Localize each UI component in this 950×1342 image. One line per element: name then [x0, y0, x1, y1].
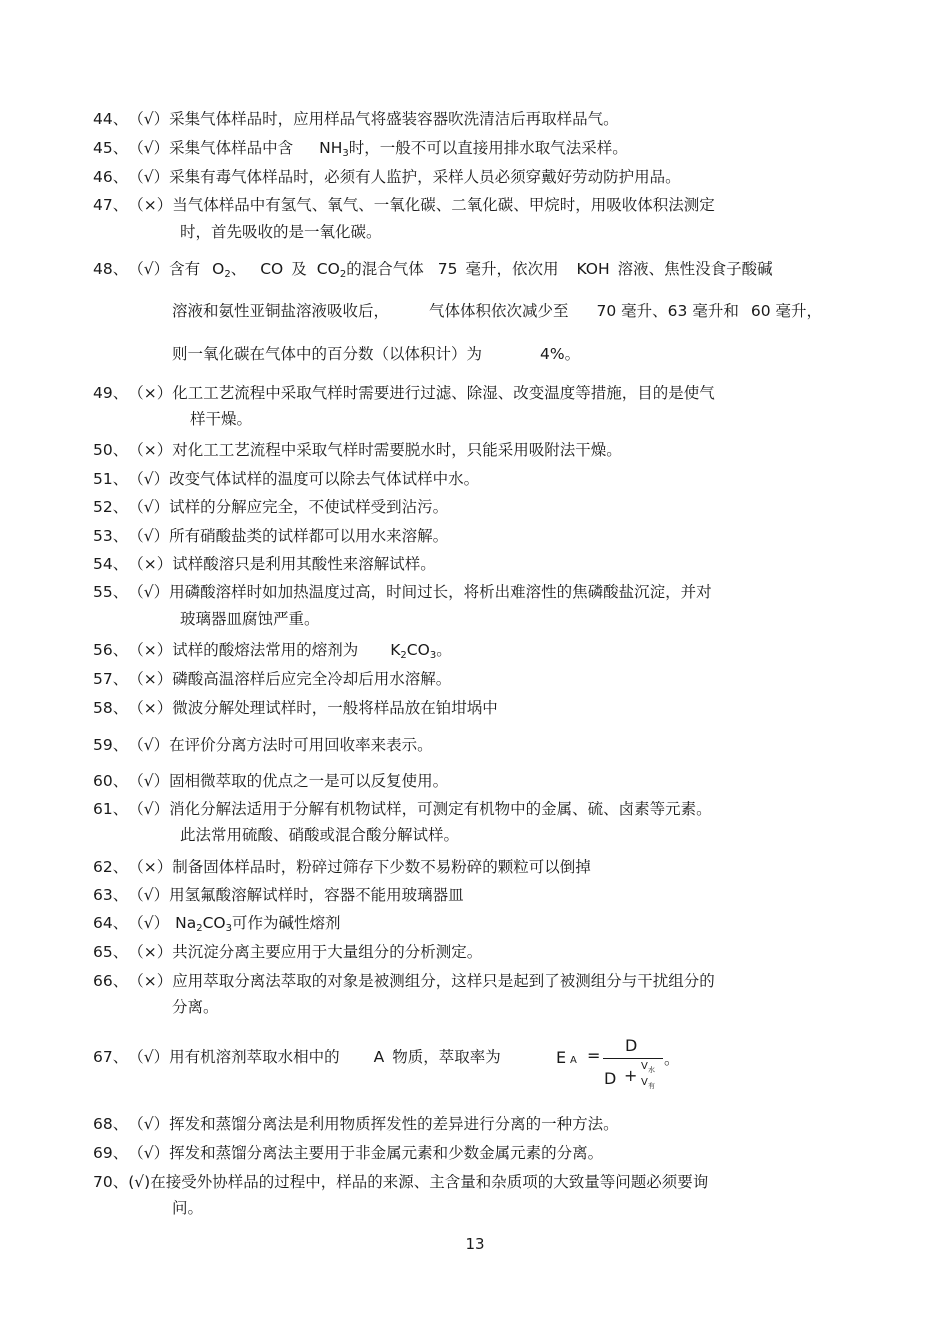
answer-mark: （×） — [128, 699, 173, 717]
item-text: 在评价分离方法时可用回收率来表示。 — [169, 736, 433, 754]
item-66-continued: 分离。 — [172, 998, 219, 1016]
item-text: 试样的分解应完全，不使试样受到沾污。 — [169, 498, 449, 516]
answer-mark: （√） — [128, 1144, 170, 1162]
item-48 — [93, 259, 773, 279]
answer-mark: （√） — [128, 168, 170, 186]
item-text: 磷酸高温溶样后应完全冷却后用水溶解。 — [172, 670, 452, 688]
item-number: 63、 — [93, 886, 129, 904]
item-number: 54、 — [93, 555, 129, 573]
item-58 — [93, 698, 498, 718]
subscript: 水 — [648, 1066, 655, 1074]
formula-v-organic: V — [641, 1077, 648, 1088]
item-text: 。 — [664, 1050, 680, 1068]
item-51 — [93, 469, 479, 489]
item-49-continued: 样干燥。 — [190, 410, 253, 428]
item-text: 所有硝酸盐类的试样都可以用水来溶解。 — [169, 527, 449, 545]
subscript: A — [570, 1055, 577, 1066]
item-47-continued: 时，首先吸收的是一氧化碳。 — [180, 223, 382, 241]
formula-k2co3: CO — [406, 641, 430, 659]
subscript: 2 — [339, 269, 347, 280]
answer-mark: （√） — [128, 527, 170, 545]
answer-mark: （√） — [128, 914, 170, 932]
answer-mark: （×） — [128, 670, 173, 688]
answer-mark: （√） — [128, 498, 170, 516]
item-number: 47、 — [93, 196, 129, 214]
item-text: 物质，萃取率为 — [392, 1048, 501, 1066]
item-text: 试样酸溶只是利用其酸性来溶解试样。 — [172, 555, 436, 573]
formula-equals: = — [587, 1046, 601, 1065]
answer-mark: （×） — [128, 943, 173, 961]
answer-value: 4%。 — [540, 345, 581, 363]
item-59 — [93, 735, 433, 755]
subscript: 2 — [400, 650, 407, 661]
subscript: 有 — [648, 1082, 655, 1090]
subscript: 2 — [196, 923, 203, 934]
subscript: 2 — [224, 269, 231, 280]
item-63 — [93, 885, 464, 905]
item-number: 69、 — [93, 1144, 129, 1162]
answer-mark: （×） — [128, 196, 173, 214]
item-48-continued-1 — [172, 301, 822, 321]
item-text: 溶液和氨性亚铜盐溶液吸收后， — [172, 302, 390, 320]
item-text: 改变气体试样的温度可以除去气体试样中水。 — [169, 470, 480, 488]
item-number: 52、 — [93, 498, 129, 516]
item-number: 46、 — [93, 168, 129, 186]
item-number: 58、 — [93, 699, 129, 717]
substance-a: A — [373, 1048, 385, 1066]
formula-co: CO — [260, 260, 284, 278]
answer-mark: （√） — [128, 583, 170, 601]
formula-na2co3: Na — [175, 914, 197, 932]
item-70 — [93, 1172, 708, 1192]
item-number: 45、 — [93, 139, 129, 157]
item-number: 70、 — [93, 1173, 129, 1191]
item-text: 当气体样品中有氢气、氧气、一氧化碳、二氧化碳、甲烷时，用吸收体积法测定 — [172, 196, 715, 214]
item-text: 挥发和蒸馏分离法主要用于非金属元素和少数金属元素的分离。 — [169, 1144, 604, 1162]
item-64 — [93, 913, 341, 933]
item-text: 在接受外协样品的过程中，样品的来源、主含量和杂质项的大致量等问题必须要询 — [150, 1173, 709, 1191]
item-61 — [93, 799, 712, 819]
item-55-continued: 玻璃器皿腐蚀严重。 — [180, 610, 320, 628]
item-number: 56、 — [93, 641, 129, 659]
subscript: 3 — [429, 650, 437, 661]
answer-mark: （√） — [128, 886, 170, 904]
item-number: 57、 — [93, 670, 129, 688]
item-number: 67、 — [93, 1048, 129, 1066]
item-47 — [93, 195, 715, 215]
item-60 — [93, 771, 448, 791]
answer-mark: （√） — [128, 1048, 170, 1066]
item-text: 毫升，依次用 — [465, 260, 559, 278]
formula-o2: O — [212, 260, 225, 278]
item-text: 70 毫升、63 毫升和 — [596, 302, 739, 320]
item-55 — [93, 582, 712, 602]
item-number: 55、 — [93, 583, 129, 601]
answer-mark: （×） — [128, 641, 173, 659]
item-text: 含有 — [169, 260, 201, 278]
item-text: 化工工艺流程中采取气样时需要进行过滤、除湿、改变温度等措施，目的是使气 — [172, 384, 715, 402]
item-52 — [93, 497, 448, 517]
item-text: 采集气体样品中含 — [169, 139, 294, 157]
subscript: 3 — [342, 148, 349, 159]
item-number: 44、 — [93, 110, 129, 128]
item-text: 、 — [230, 260, 247, 278]
item-53 — [93, 526, 448, 546]
item-number: 53、 — [93, 527, 129, 545]
answer-mark: （√） — [128, 110, 170, 128]
answer-mark: （√） — [128, 1115, 170, 1133]
formula-nh3: NH — [319, 139, 343, 157]
item-62 — [93, 857, 591, 877]
item-text: 及 — [291, 260, 307, 278]
item-number: 51、 — [93, 470, 129, 488]
item-text: 。 — [436, 641, 452, 659]
item-48-continued-2 — [172, 344, 580, 364]
formula-v-water: V — [641, 1061, 648, 1072]
formula-na2co3: CO — [202, 914, 226, 932]
answer-mark: （×） — [128, 441, 173, 459]
item-text: 应用萃取分离法萃取的对象是被测组分，这样只是起到了被测组分与干扰组分的 — [172, 972, 715, 990]
item-text: 采集气体样品时，应用样品气将盛装容器吹洗清洁后再取样品气。 — [169, 110, 619, 128]
item-number: 61、 — [93, 800, 129, 818]
item-number: 59、 — [93, 736, 129, 754]
page-number: 13 — [465, 1235, 485, 1253]
item-number: 49、 — [93, 384, 129, 402]
item-66 — [93, 971, 715, 991]
formula-co2: CO — [316, 260, 340, 278]
item-50 — [93, 440, 622, 460]
item-text: 用氢氟酸溶解试样时，容器不能用玻璃器皿 — [169, 886, 464, 904]
formula-numerator: D — [625, 1036, 638, 1055]
item-70-continued: 问。 — [172, 1199, 204, 1217]
item-44 — [93, 109, 619, 129]
answer-mark: （√） — [128, 800, 170, 818]
answer-mark: (√) — [128, 1173, 151, 1191]
item-text: 用有机溶剂萃取水相中的 — [169, 1048, 340, 1066]
item-text: 微波分解处理试样时，一般将样品放在铂坩埚中 — [172, 699, 498, 717]
item-61-continued: 此法常用硫酸、硝酸或混合酸分解试样。 — [180, 826, 460, 844]
item-69 — [93, 1143, 603, 1163]
item-number: 68、 — [93, 1115, 129, 1133]
item-text: 则一氧化碳在气体中的百分数（以体积计）为 — [172, 345, 483, 363]
item-46 — [93, 167, 681, 187]
item-number: 64、 — [93, 914, 129, 932]
item-text: 气体体积依次减少至 — [429, 302, 569, 320]
item-68 — [93, 1114, 619, 1134]
item-text: 共沉淀分离主要应用于大量组分的分析测定。 — [172, 943, 483, 961]
answer-mark: （√） — [128, 139, 170, 157]
item-text: 用磷酸溶样时如加热温度过高，时间过长，将析出难溶性的焦磷酸盐沉淀，并对 — [169, 583, 712, 601]
item-text: 制备固体样品时，粉碎过筛存下少数不易粉碎的颗粒可以倒掉 — [172, 858, 591, 876]
formula-plus: + — [624, 1066, 638, 1085]
answer-mark: （√） — [128, 772, 170, 790]
answer-mark: （√） — [128, 260, 170, 278]
item-text: 可作为碱性熔剂 — [232, 914, 341, 932]
item-text: 溶液、焦性没食子酸碱 — [617, 260, 773, 278]
item-text: 60 毫升， — [750, 302, 822, 320]
answer-mark: （√） — [128, 470, 170, 488]
item-text: 消化分解法适用于分解有机物试样，可测定有机物中的金属、硫、卤素等元素。 — [169, 800, 712, 818]
answer-mark: （√） — [128, 736, 170, 754]
item-text: 时，一般不可以直接用排水取气法采样。 — [348, 139, 628, 157]
item-67 — [93, 1047, 501, 1067]
item-45 — [93, 138, 628, 158]
answer-mark: （×） — [128, 972, 173, 990]
item-number: 60、 — [93, 772, 129, 790]
answer-mark: （×） — [128, 858, 173, 876]
formula-k2co3: K — [390, 641, 401, 659]
item-56 — [93, 640, 452, 660]
fraction-bar — [603, 1058, 663, 1059]
item-text: 采集有毒气体样品时，必须有人监护，采样人员必须穿戴好劳动防护用品。 — [169, 168, 681, 186]
formula-koh: KOH — [576, 260, 610, 278]
item-65 — [93, 942, 482, 962]
item-text: 挥发和蒸馏分离法是利用物质挥发性的差异进行分离的一种方法。 — [169, 1115, 619, 1133]
answer-mark: （×） — [128, 384, 173, 402]
volume-value: 75 — [437, 260, 458, 278]
formula-e: E — [556, 1048, 567, 1067]
item-text: 固相微萃取的优点之一是可以反复使用。 — [169, 772, 449, 790]
item-54 — [93, 554, 436, 574]
item-number: 62、 — [93, 858, 129, 876]
item-text: 试样的酸熔法常用的熔剂为 — [172, 641, 359, 659]
formula-denominator: D — [604, 1069, 617, 1088]
item-text: 对化工工艺流程中采取气样时需要脱水时，只能采用吸附法干燥。 — [172, 441, 622, 459]
item-number: 65、 — [93, 943, 129, 961]
subscript: 3 — [225, 923, 232, 934]
item-number: 50、 — [93, 441, 129, 459]
item-57 — [93, 669, 451, 689]
item-number: 48、 — [93, 260, 129, 278]
item-text: 的混合气体 — [346, 260, 424, 278]
answer-mark: （×） — [128, 555, 173, 573]
item-number: 66、 — [93, 972, 129, 990]
item-49 — [93, 383, 715, 403]
